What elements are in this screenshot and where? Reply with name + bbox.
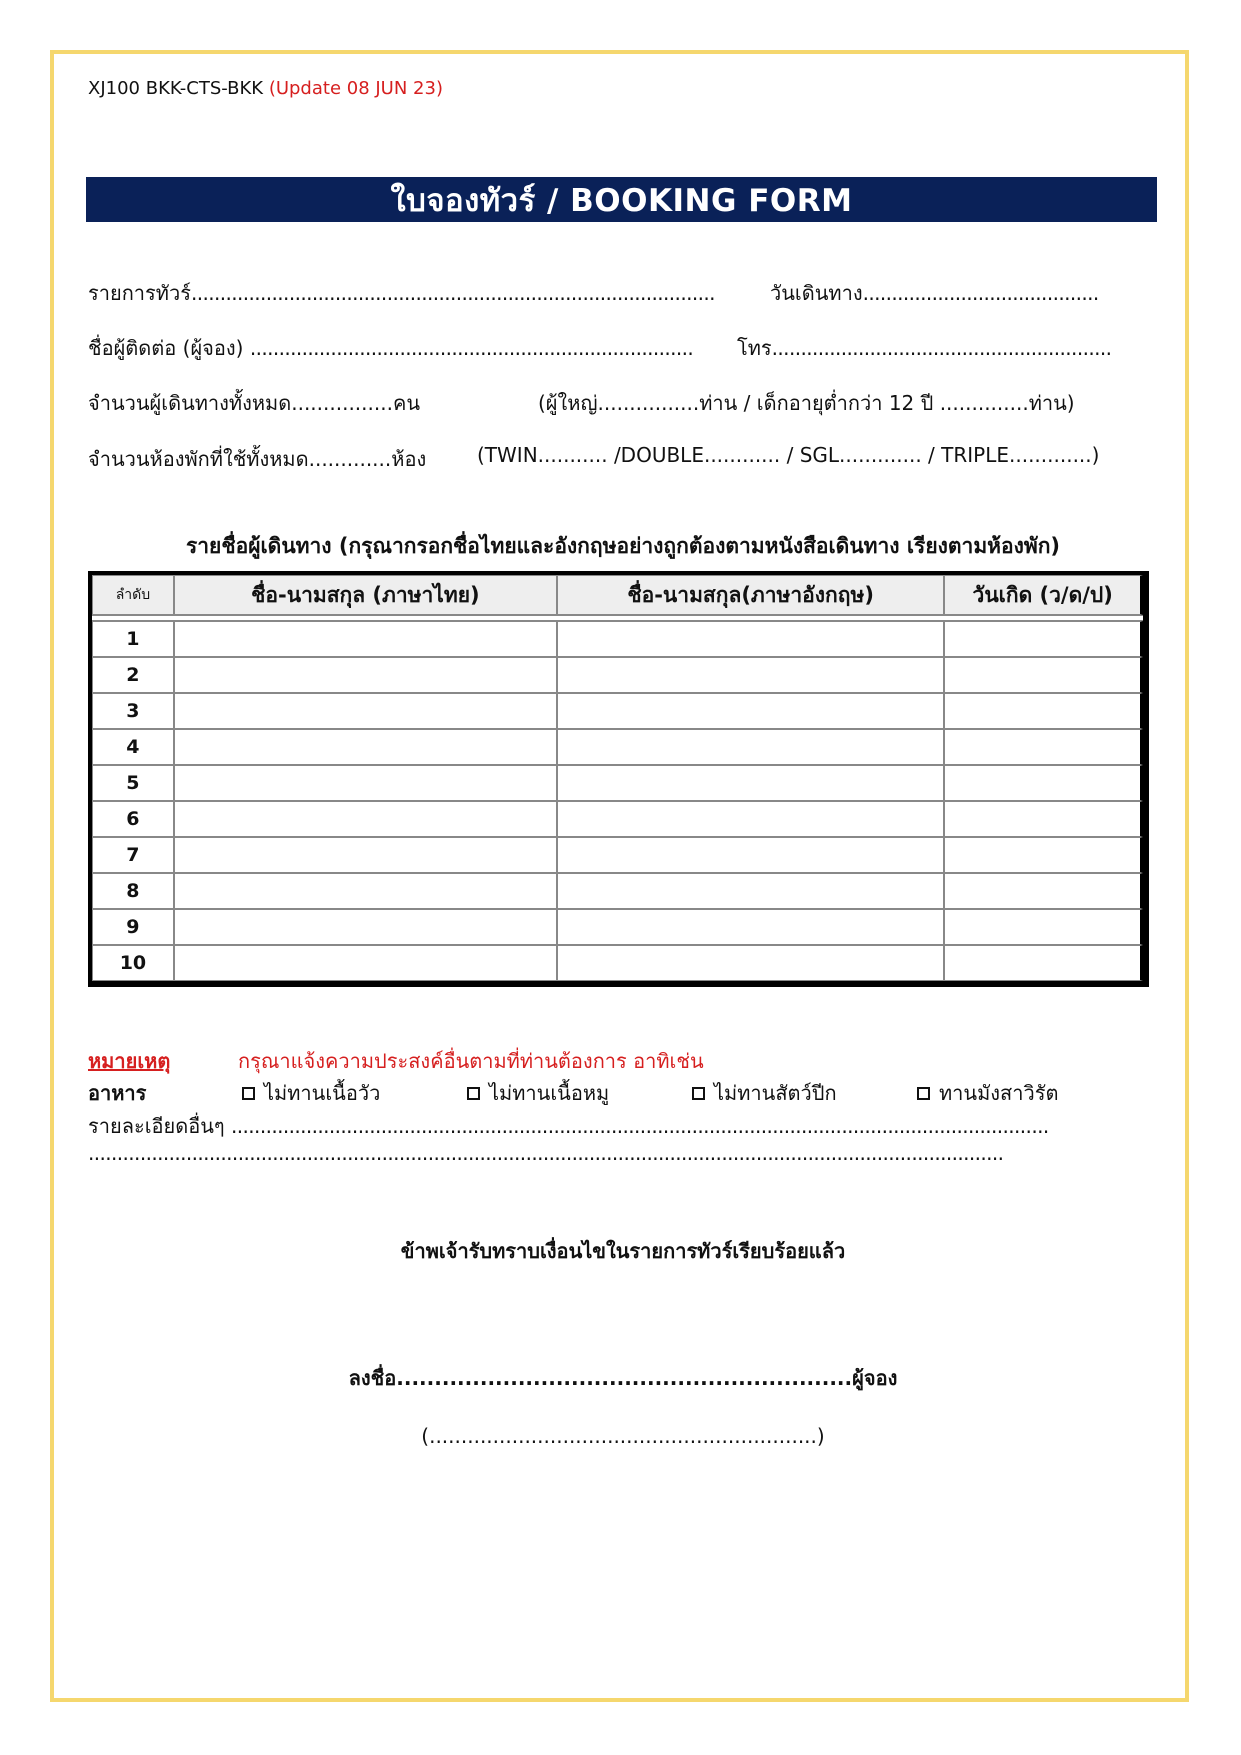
- food-option-vegetarian[interactable]: [917, 1077, 1058, 1109]
- name-thai-cell[interactable]: [174, 729, 557, 765]
- birthdate-cell[interactable]: [944, 693, 1143, 729]
- name-thai-cell[interactable]: [174, 945, 557, 981]
- checkbox-icon[interactable]: [917, 1087, 930, 1100]
- contact-label: ชื่อผู้ติดต่อ (ผู้จอง): [88, 336, 244, 360]
- table-header-row: [92, 575, 1143, 615]
- birthdate-cell[interactable]: [944, 729, 1143, 765]
- table-row: [92, 837, 1143, 873]
- name-english-cell[interactable]: [557, 837, 944, 873]
- adult-field[interactable]: ................: [597, 391, 700, 415]
- birthdate-cell[interactable]: [944, 945, 1143, 981]
- name-thai-cell[interactable]: [174, 765, 557, 801]
- details-row-2: [88, 1141, 1148, 1165]
- name-english-cell[interactable]: [557, 765, 944, 801]
- phone-field[interactable]: ...........................................................: [771, 336, 1112, 360]
- table-row: [92, 801, 1143, 837]
- food-option-no-pork[interactable]: [467, 1077, 609, 1109]
- row-number: 3: [92, 693, 174, 729]
- birthdate-cell[interactable]: [944, 621, 1143, 657]
- room-types[interactable]: (TWIN........... /DOUBLE............ / SGL............. / TRIPLE.............): [477, 443, 1100, 467]
- name-thai-cell[interactable]: [174, 657, 557, 693]
- birthdate-cell[interactable]: [944, 765, 1143, 801]
- col-name-english: ชื่อ-นามสกุล(ภาษาอังกฤษ): [557, 575, 944, 615]
- details-field-2[interactable]: ...............................................................................................................................................................: [88, 1141, 1004, 1165]
- passenger-count-row: [88, 387, 420, 419]
- food-option-label: ทานมังสาวิรัต: [939, 1081, 1059, 1105]
- tour-code-line: [88, 78, 443, 99]
- col-birthdate: วันเกิด (ว/ด/ป): [944, 575, 1143, 615]
- table-row: [92, 657, 1143, 693]
- rooms-row: [88, 443, 426, 475]
- signature-row: [88, 1362, 1158, 1394]
- food-option-no-beef[interactable]: [242, 1077, 380, 1109]
- table-row: [92, 765, 1143, 801]
- name-english-cell[interactable]: [557, 873, 944, 909]
- checkbox-icon[interactable]: [467, 1087, 480, 1100]
- signature-field[interactable]: ............................................................: [396, 1366, 853, 1390]
- name-english-cell[interactable]: [557, 657, 944, 693]
- col-order: ลำดับ: [92, 575, 174, 615]
- signature-label: ลงชื่อ: [348, 1366, 397, 1390]
- table-row: [92, 909, 1143, 945]
- food-option-label: ไม่ทานเนื้อหมู: [489, 1081, 610, 1105]
- child-unit: ท่าน): [1028, 391, 1075, 415]
- name-english-cell[interactable]: [557, 693, 944, 729]
- name-thai-cell[interactable]: [174, 801, 557, 837]
- row-number: 4: [92, 729, 174, 765]
- note-heading: หมายเหตุ: [88, 1049, 171, 1073]
- date-label: วันเดินทาง: [770, 281, 863, 305]
- tour-row: [88, 277, 715, 309]
- birthdate-cell[interactable]: [944, 657, 1143, 693]
- passenger-list-title: รายชื่อผู้เดินทาง (กรุณากรอกชื่อไทยและอังกฤษอย่างถูกต้องตามหนังสือเดินทาง เรียงตามห้องพัก): [185, 534, 1061, 558]
- birthdate-cell[interactable]: [944, 801, 1143, 837]
- total-unit: คน: [392, 391, 421, 415]
- row-number: 2: [92, 657, 174, 693]
- phone-label: โทร: [737, 336, 772, 360]
- birthdate-cell[interactable]: [944, 873, 1143, 909]
- name-english-cell[interactable]: [557, 909, 944, 945]
- col-name-thai: ชื่อ-นามสกุล (ภาษาไทย): [174, 575, 557, 615]
- food-option-no-poultry[interactable]: [692, 1077, 837, 1109]
- contact-row: [88, 332, 693, 364]
- signature-role: ผู้จอง: [852, 1366, 898, 1390]
- checkbox-icon[interactable]: [242, 1087, 255, 1100]
- contact-field[interactable]: .............................................................................: [249, 336, 694, 360]
- form-title: ใบจองทัวร์ / BOOKING FORM: [390, 182, 853, 219]
- checkbox-icon[interactable]: [692, 1087, 705, 1100]
- tour-field[interactable]: ...........................................................................................: [190, 281, 715, 305]
- adult-unit: ท่าน / เด็กอายุต่ำกว่า 12 ปี: [699, 391, 934, 415]
- row-number: 8: [92, 873, 174, 909]
- rooms-unit: ห้อง: [391, 447, 427, 471]
- acknowledgement: ข้าพเจ้ารับทราบเงื่อนไขในรายการทัวร์เรียบร้อยแล้ว: [400, 1239, 846, 1263]
- total-label: จำนวนผู้เดินทางทั้งหมด: [88, 391, 292, 415]
- name-thai-cell[interactable]: [174, 621, 557, 657]
- total-field[interactable]: ................: [291, 391, 393, 415]
- row-number: 6: [92, 801, 174, 837]
- row-number: 10: [92, 945, 174, 981]
- phone-row: [737, 332, 1111, 364]
- name-english-cell[interactable]: [557, 801, 944, 837]
- food-option-label: ไม่ทานเนื้อวัว: [264, 1081, 381, 1105]
- name-english-cell[interactable]: [557, 729, 944, 765]
- food-heading: อาหาร: [88, 1081, 147, 1105]
- passenger-table: [88, 571, 1149, 987]
- rooms-label: จำนวนห้องพักที่ใช้ทั้งหมด: [88, 447, 309, 471]
- name-english-cell[interactable]: [557, 621, 944, 657]
- table-row: [92, 729, 1143, 765]
- note-text: กรุณาแจ้งความประสงค์อื่นตามที่ท่านต้องการ อาทิเช่น: [238, 1049, 704, 1073]
- name-english-cell[interactable]: [557, 945, 944, 981]
- tour-code: XJ100 BKK-CTS-BKK: [88, 78, 264, 99]
- row-number: 9: [92, 909, 174, 945]
- room-types-row: [477, 443, 1099, 467]
- table-row: [92, 693, 1143, 729]
- details-row: [88, 1110, 1148, 1142]
- form-title-banner: [86, 177, 1157, 222]
- date-field[interactable]: .........................................: [862, 281, 1099, 305]
- food-option-label: ไม่ทานสัตว์ปีก: [714, 1081, 837, 1105]
- details-label: รายละเอียดอื่นๆ: [88, 1114, 225, 1138]
- name-thai-cell[interactable]: [174, 909, 557, 945]
- table-row: [92, 945, 1143, 981]
- tour-label: รายการทัวร์: [88, 281, 191, 305]
- row-number: 7: [92, 837, 174, 873]
- adult-child-row: [538, 387, 1075, 419]
- signer-name-row: [88, 1424, 1158, 1448]
- update-date: (Update 08 JUN 23): [268, 78, 443, 99]
- name-thai-cell[interactable]: [174, 693, 557, 729]
- row-number: 5: [92, 765, 174, 801]
- rooms-field[interactable]: .............: [308, 447, 392, 471]
- details-field-1[interactable]: ..............................................................................................................................................: [231, 1114, 1049, 1138]
- name-thai-cell[interactable]: [174, 873, 557, 909]
- signer-name-field[interactable]: (.............................................................): [421, 1424, 825, 1448]
- date-row: [770, 277, 1099, 309]
- adult-label: (ผู้ใหญ่: [538, 391, 598, 415]
- child-field[interactable]: ..............: [939, 391, 1029, 415]
- name-thai-cell[interactable]: [174, 837, 557, 873]
- table-row: [92, 873, 1143, 909]
- birthdate-cell[interactable]: [944, 909, 1143, 945]
- row-number: 1: [92, 621, 174, 657]
- table-row: [92, 621, 1143, 657]
- birthdate-cell[interactable]: [944, 837, 1143, 873]
